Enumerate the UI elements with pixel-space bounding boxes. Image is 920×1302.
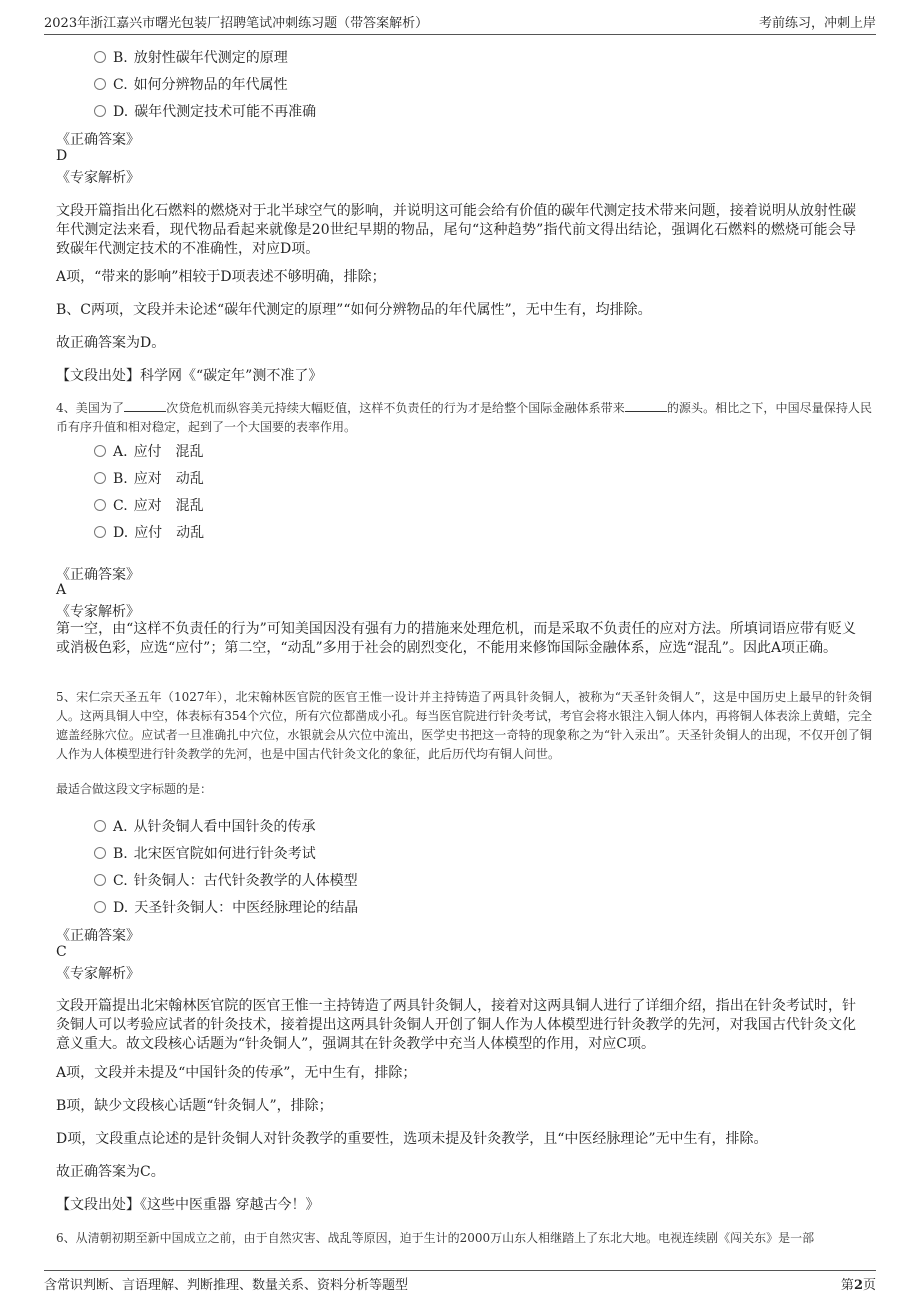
answer-label: 《正确答案》 [56,567,140,583]
q5-conclusion: 故正确答案为C。 [56,1164,165,1180]
answer-label: 《正确答案》 [56,132,140,148]
q5-analysis-b: B项，缺少文段核心话题“针灸铜人”，排除； [56,1098,333,1114]
q4-option-b[interactable]: B. 应对 动乱 [94,468,204,488]
q3-option-d[interactable]: D. 碳年代测定技术可能不再准确 [94,101,316,121]
radio-icon[interactable] [94,847,106,859]
analysis-label: 《专家解析》 [56,170,140,186]
q5-analysis-main: 文段开篇提出北宋翰林医官院的医官王惟一主持铸造了两具针灸铜人，接着对这两具铜人进行了详细介绍，指出在针灸考试时，针灸铜人可以考验应试者的针灸技术，接着提出这两具针灸铜人开创了铜人作为人体模型进行针灸教学的先河，对我国古代针灸文化意义重大。故文段核心话题为“针灸铜人”，强调其在针灸教学中充当人体模型的作用，对应C项。 [56,998,856,1052]
header-title: 2023年浙江嘉兴市曙光包装厂招聘笔试冲刺练习题（带答案解析） [44,16,429,31]
q4-option-a[interactable]: A. 应付 混乱 [94,441,204,461]
q3-answer: D [56,148,68,164]
q3-source: 【文段出处】科学网《“碳定年”测不准了》 [56,368,323,384]
q5-analysis-a: A项，文段并未提及“中国针灸的传承”，无中生有，排除； [56,1065,417,1081]
q5-answer: C [56,944,67,960]
q4-stem: 4、美国为了 次贷危机而纵容美元持续大幅贬值，这样不负责任的行为才是给整个国际金融体系带来 的源头。相比之下，中国尽量保持人民币有序升值和相对稳定，起到了一个大国要的表率作用。 [56,401,872,434]
radio-icon[interactable] [94,820,106,832]
q5-analysis-d: D项，文段重点论述的是针灸铜人对针灸教学的重要性，选项未提及针灸教学，且“中医经脉理论”无中生有，排除。 [56,1131,768,1147]
radio-icon[interactable] [94,901,106,913]
page-header [44,12,876,35]
radio-icon[interactable] [94,51,106,63]
q5-option-d[interactable]: D. 天圣针灸铜人：中医经脉理论的结晶 [94,897,358,917]
radio-icon[interactable] [94,78,106,90]
radio-icon[interactable] [94,445,106,457]
radio-icon[interactable] [94,526,106,538]
q5-option-c[interactable]: C. 针灸铜人：古代针灸教学的人体模型 [94,870,358,890]
q5-question: 最适合做这段文字标题的是： [56,782,213,796]
q3-option-b[interactable]: B. 放射性碳年代测定的原理 [94,47,288,67]
radio-icon[interactable] [94,472,106,484]
q4-answer: A [56,582,67,598]
page-footer [44,1270,876,1293]
radio-icon[interactable] [94,105,106,117]
analysis-label: 《专家解析》 [56,966,140,982]
q3-conclusion: 故正确答案为D。 [56,335,166,351]
q4-analysis: 第一空，由“这样不负责任的行为”可知美国因没有强有力的措施来处理危机，而是采取不负责任的应对方法。所填词语应带有贬义或消极色彩，应选“应付”；第二空，“动乱”多用于社会的剧烈变化，不能用来修饰国际金融体系，应选“混乱”。因此A项正确。 [56,621,856,656]
analysis-label: 《专家解析》 [56,604,140,620]
q4-option-c[interactable]: C. 应对 混乱 [94,495,204,515]
q3-analysis-bc: B、C两项，文段并未论述“碳年代测定的原理”“如何分辨物品的年代属性”，无中生有，均排除。 [56,302,652,318]
page-number: 第2页 [840,1278,876,1293]
footer-note: 含常识判断、言语理解、判断推理、数量关系、资料分析等题型 [44,1278,409,1293]
q3-analysis-main: 文段开篇指出化石燃料的燃烧对于北半球空气的影响，并说明这可能会给有价值的碳年代测定技术带来问题，接着说明从放射性碳年代测定法来看，现代物品看起来就像是20世纪早期的物品，尾句“这种趋势”指代前文得出结论，强调化石燃料的燃烧可能会导致碳年代测定技术的不准确性，对应D项。 [56,203,856,257]
q5-option-b[interactable]: B. 北宋医官院如何进行针灸考试 [94,843,316,863]
q6-stem: 6、从清朝初期至新中国成立之前，由于自然灾害、战乱等原因，迫于生计的2000万山东人相继踏上了东北大地。电视连续剧《闯关东》是一部 [56,1231,815,1245]
fill-blank [625,400,667,412]
radio-icon[interactable] [94,499,106,511]
header-slogan: 考前练习，冲刺上岸 [758,16,876,31]
radio-icon[interactable] [94,874,106,886]
q3-option-c[interactable]: C. 如何分辨物品的年代属性 [94,74,288,94]
q5-option-a[interactable]: A. 从针灸铜人看中国针灸的传承 [94,816,316,836]
q5-stem: 5、宋仁宗天圣五年（1027年），北宋翰林医官院的医官王惟一设计并主持铸造了两具针灸铜人，被称为“天圣针灸铜人”，这是中国历史上最早的针灸铜人。这两具铜人中空，体表标有354个穴位，所有穴位都凿成小孔。每当医官院进行针灸考试，考官会将水银注入铜人体内，再将铜人体表涂上黄蜡，完全遮盖经脉穴位。应试者一旦准确扎中穴位，水银就会从穴位中流出，医学史书把这一奇特的现象称之为“针入汞出”。天圣针灸铜人的出现，不仅开创了铜人作为人体模型进行针灸教学的先河，也是中国古代针灸文化的象征，此后历代均有铜人问世。 [56,690,872,761]
q4-option-d[interactable]: D. 应付 动乱 [94,522,204,542]
answer-label: 《正确答案》 [56,928,140,944]
q5-source: 【文段出处】《这些中医重器 穿越古今！》 [56,1197,320,1213]
fill-blank [124,400,166,412]
q3-analysis-a: A项，“带来的影响”相较于D项表述不够明确，排除； [56,269,386,285]
